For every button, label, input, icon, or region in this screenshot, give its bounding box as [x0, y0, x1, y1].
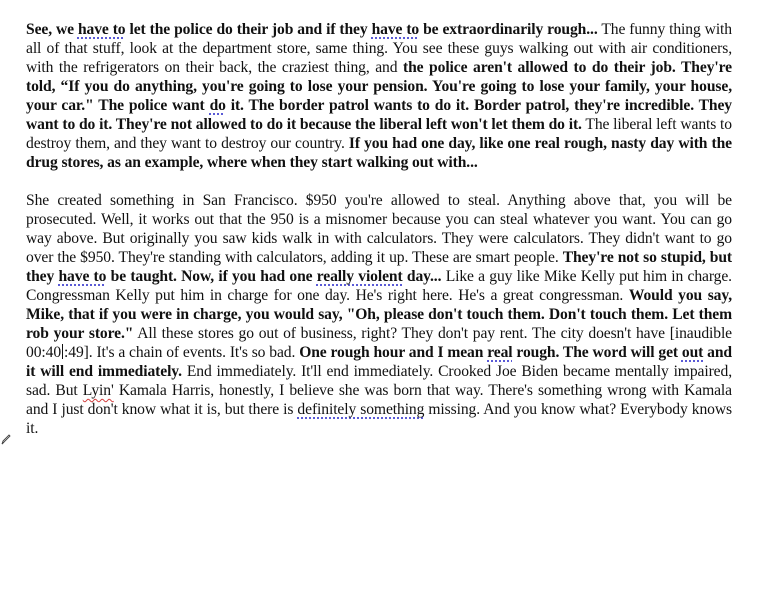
bold-text-segment: and it will end immediately. — [26, 344, 732, 380]
bold-text-segment: See, we — [26, 21, 78, 38]
bold-text-segment: If you had one day, like one real rough, nasty day with the drug stores, as an example, where when they start walking out with... — [26, 135, 732, 171]
text-segment: missing. And you know what? Everybody knows it. — [26, 401, 732, 437]
spelling-error[interactable]: Lyin' — [82, 382, 114, 399]
text-segment: She created something in San Francisco. $950 you're allowed to steal. Anything above that, you will be prosecuted. Well, it works out that the 950 is a misnomer because you can steal whatever you want. You can go way above. But originally you saw kids walk in with calculators. They were calculators. They didn't want to go over the $950. They're standing with calculators, adding it up. These are smart people. — [26, 192, 732, 266]
bold-text-segment: be taught. Now, if you had one — [106, 268, 317, 285]
grammar-suggestion[interactable]: do — [209, 97, 226, 114]
grammar-suggestion[interactable]: really violent — [316, 268, 403, 285]
bold-text-segment: day... — [402, 268, 442, 285]
grammar-suggestion[interactable]: out — [681, 344, 704, 361]
text-segment: The liberal left wants to destroy them, and they want to destroy our country. — [26, 116, 732, 152]
paragraph-2[interactable] — [26, 191, 732, 438]
text-segment: The funny thing with all — [26, 21, 732, 57]
text-segment: :49]. It's a chain of events. It's so bad. — [64, 344, 300, 361]
text-cursor — [62, 344, 63, 359]
bold-text-segment: One rough hour and I mean — [299, 344, 488, 361]
grammar-suggestion[interactable]: have to — [77, 21, 126, 38]
grammar-suggestion[interactable]: have to — [58, 268, 107, 285]
paragraph-1[interactable] — [26, 20, 732, 172]
bold-text-segment: it. The border patrol wants to do it. Border patrol, they're incredible. They want to do it. They're not allowed to do it because the liberal left won't let them do it. — [26, 97, 733, 133]
bold-text-segment: the police aren't allowed to do their job. They're told, “If you do anything, you're going to lose your pension. You're going to lose your family, your house, your car." The police want — [26, 59, 732, 114]
text-segment: Kamala Harris, honestly, I believe she was born that way. There's something wrong with Kamala and I just don't know what it is, but there is — [26, 382, 732, 418]
text-segment: of that stuff, look at the department store, same thing. You see these guys walking out with air conditioners, with the refrigerators on their back, the craziest thing, and — [26, 40, 732, 76]
pen-icon — [1, 432, 11, 444]
text-segment: Like a guy like Mike Kelly put him in charge. Congressman Kelly put him in charge for one day. He's right here. He's a great congressman. — [26, 268, 732, 304]
bold-text-segment: They're not so stupid, but they — [26, 249, 732, 285]
grammar-suggestion[interactable]: real — [487, 344, 513, 361]
bold-text-segment: rough. The word will get — [512, 344, 682, 361]
document-body — [26, 20, 732, 438]
grammar-suggestion[interactable]: definitely something — [297, 401, 425, 418]
bold-text-segment: let the police do their job and if they — [125, 21, 372, 38]
text-segment: End immediately. It'll end immediately. Crooked Joe Biden became mentally impaired, sad. But — [26, 363, 732, 399]
bold-text-segment: Would you say, Mike, that if you were in charge, you would say, "Oh, please don't touch them. Don't touch them. Let them rob your store." — [26, 287, 732, 342]
text-segment: All these stores go out of business, right? They don't pay rent. The city doesn't have [inaudible 00:40 — [26, 325, 733, 361]
grammar-suggestion[interactable]: have to — [371, 21, 420, 38]
bold-text-segment: be extraordinarily rough... — [419, 21, 598, 38]
